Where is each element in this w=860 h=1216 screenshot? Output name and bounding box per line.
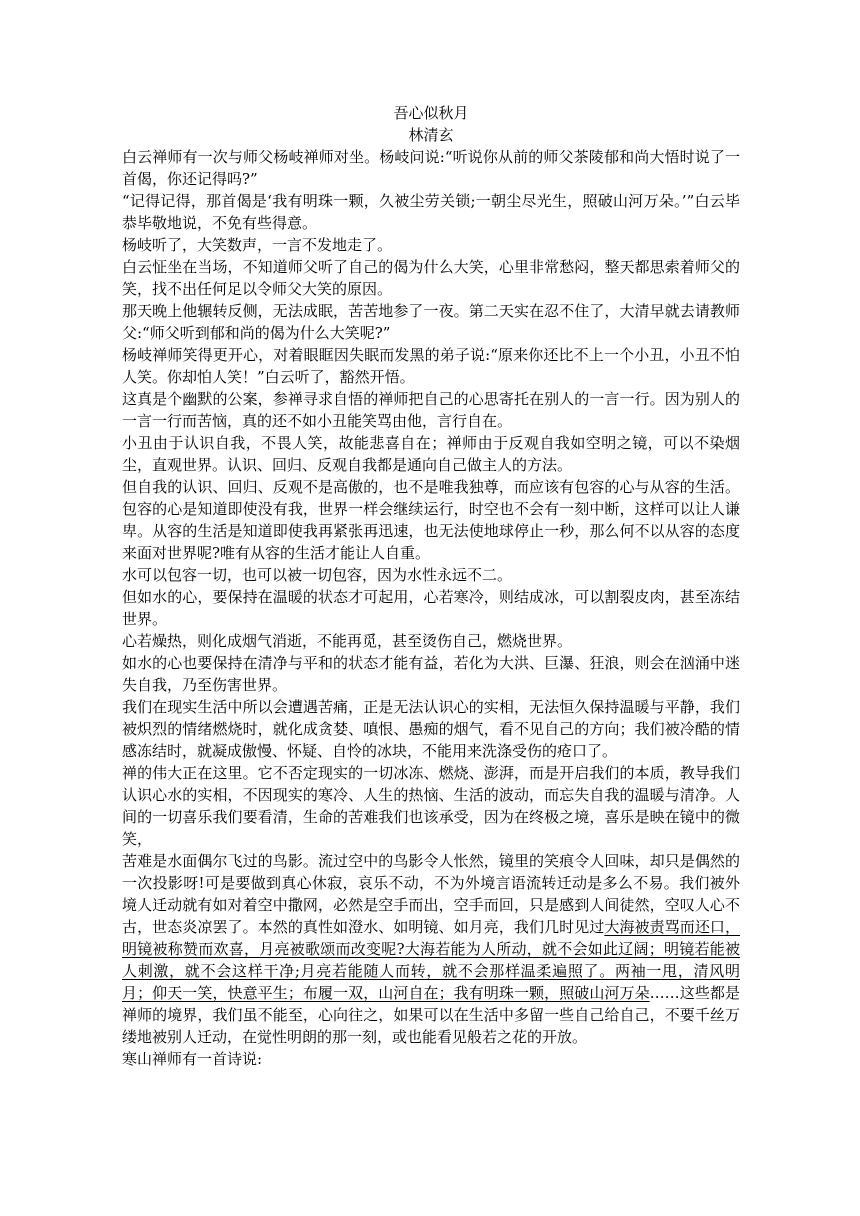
paragraph-11: 但如水的心，要保持在温暖的状态才可起用，心若寒冷，则结成冰，可以割裂皮肉，甚至冻结世界。: [122, 588, 740, 628]
paragraph-12: 心若燥热，则化成烟气消逝，不能再觅，甚至烫伤自己，燃烧世界。: [122, 632, 573, 650]
underlined-passage: 大海被责骂而还口，明镜被称赞而欢喜，月亮被歌颂而改变呢?大海若能为人所动，就不会如此辽阔；明镜若能被人刺激，就不会这样干净;月亮若能随人而转，就不会那样温柔遍照了。两袖一甩，清风明月；仰天一笑，快意平生；布履一双，山河自在；我有明珠一颗，照破山河万朵: [122, 918, 740, 1002]
document-author: 林清玄: [408, 126, 454, 144]
paragraph-16-text-end: ……这些都是禅师的境界，我们虽不能至，心向往之，如果可以在生活中多留一些自己给自己，不要千丝万缕地被别人迁动，在觉性明朗的那一刻，或也能看见般若之花的开放。: [122, 984, 740, 1046]
document-body: [122, 102, 740, 1070]
paragraph-15: 禅的伟大正在这里。它不否定现实的一切冰冻、燃烧、澎湃，而是开启我们的本质，教导我们认识心水的实相，不因现实的寒冷、人生的热恼、生活的波动，而忘失自我的温暖与清净。人间的一切喜乐我们要看清，生命的苦难我们也该承受，因为在终极之境，喜乐是映在镜中的微笑，: [122, 764, 740, 848]
paragraph-9: 但自我的认识、回归、反观不是高傲的，也不是唯我独尊，而应该有包容的心与从容的生活。包容的心是知道即使没有我，世界一样会继续运行，时空也不会有一刻中断，这样可以让人谦卑。从容的生活是知道即使我再紧张再迅速，也无法使地球停止一秒，那么何不以从容的态度来面对世界呢?唯有从容的生活才能让人自重。: [122, 478, 740, 562]
paragraph-16-text-start: 苦难是水面偶尔飞过的鸟影。流过空中的鸟影令人怅然，镜里的笑痕令人回味，却只是偶然的一次投影呀!可是要做到真心休寂，哀乐不动，不为外境言语流转迁动是多么不易。我们被外境人迁动就有如对着空中撒网，必然是空手而出，空手而回，只是感到人间徒然，空叹人心不古，世态炎凉罢了。本然的真性如澄水、如明镜、如月亮，我们几时见过: [122, 852, 740, 936]
paragraph-13: 如水的心也要保持在清净与平和的状态才能有益，若化为大洪、巨瀑、狂浪，则会在汹涌中迷失自我，乃至伤害世界。: [122, 654, 740, 694]
paragraph-10: 水可以包容一切，也可以被一切包容，因为水性永远不二。: [122, 566, 513, 584]
closing-line: 寒山禅师有一首诗说:: [122, 1050, 263, 1068]
paragraph-4: 白云怔坐在当场，不知道师父听了自己的偈为什么大笑，心里非常愁闷，整天都思索着师父的笑，找不出任何足以令师父大笑的原因。: [122, 258, 740, 298]
paragraph-1: 白云禅师有一次与师父杨岐禅师对坐。杨岐问说:“听说你从前的师父茶陵郁和尚大悟时说了一首偈，你还记得吗?”: [122, 148, 740, 188]
paragraph-8: 小丑由于认识自我，不畏人笑，故能悲喜自在；禅师由于反观自我如空明之镜，可以不染烟尘，直观世界。认识、回归、反观自我都是通向自己做主人的方法。: [122, 434, 740, 474]
document-title: 吾心似秋月: [393, 104, 469, 122]
paragraph-2: “记得记得，那首偈是‘我有明珠一颗，久被尘劳关锁;一朝尘尽光生，照破山河万朵。’”白云毕恭毕敬地说，不免有些得意。: [122, 192, 740, 232]
paragraph-3: 杨岐听了，大笑数声，一言不发地走了。: [122, 236, 393, 254]
paragraph-7: 这真是个幽默的公案，参禅寻求自悟的禅师把自己的心思寄托在别人的一言一行。因为别人的一言一行而苦恼，真的还不如小丑能笑骂由他，言行自在。: [122, 390, 740, 430]
paragraph-5: 那天晚上他辗转反侧，无法成眠，苦苦地参了一夜。第二天实在忍不住了，大清早就去请教师父:“师父听到郁和尚的偈为什么大笑呢?”: [122, 302, 740, 342]
paragraph-14: 我们在现实生活中所以会遭遇苦痛，正是无法认识心的实相，无法恒久保持温暖与平静，我们被炽烈的情绪燃烧时，就化成贪婪、嗔恨、愚痴的烟气，看不见自己的方向；我们被冷酷的情感冻结时，就凝成傲慢、怀疑、自怜的冰块，不能用来洗涤受伤的疮口了。: [122, 698, 740, 760]
paragraph-16: [122, 850, 740, 1048]
paragraph-6: 杨岐禅师笑得更开心，对着眼眶因失眠而发黑的弟子说:“原来你还比不上一个小丑，小丑不怕人笑。你却怕人笑！”白云听了，豁然开悟。: [122, 346, 740, 386]
